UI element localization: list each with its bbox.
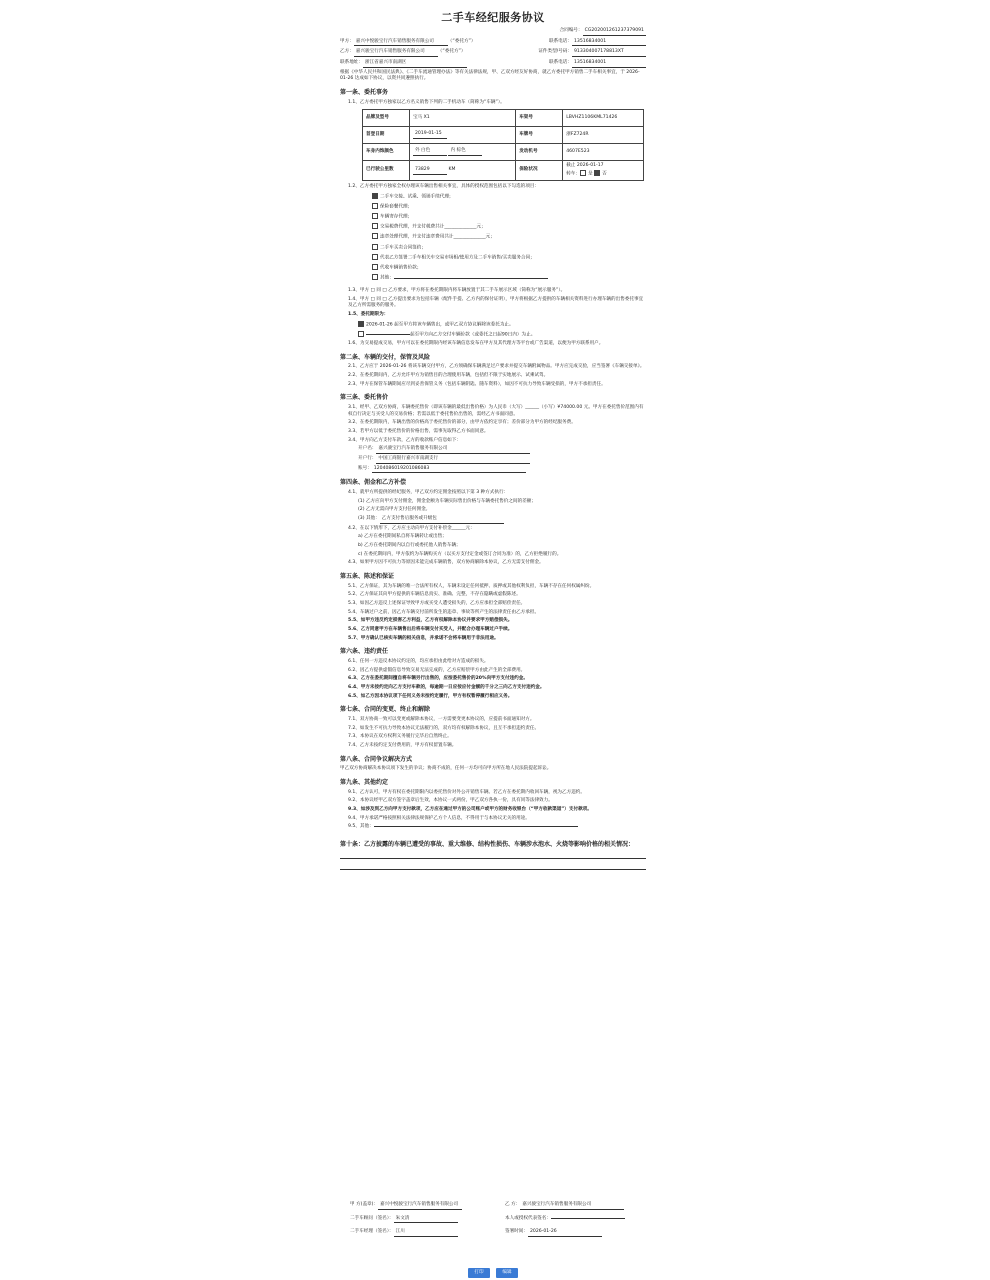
section-5-title: 第五条、陈述和保证: [340, 572, 395, 580]
term-option-checkbox[interactable]: [358, 331, 364, 337]
vehicle-vin: LBVHZ1106KML71426: [563, 110, 644, 127]
edit-button[interactable]: 编辑: [496, 1268, 518, 1278]
option-checkbox[interactable]: [372, 193, 378, 199]
section-1-title: 第一条、委托事务: [340, 88, 389, 96]
party-b-id: 913304007178813XT: [572, 49, 646, 57]
document-title: 二手车经纪服务协议: [441, 11, 545, 24]
vehicle-table: 品牌及型号 宝马 X1 车架号 LBVHZ1106KML71426 首登日期 2019-01-15 车牌号 浙FZ724R 车身内饰颜色 外 白色 内 棕色 发动机号 4607E523 已行驶公里数 73829 KM 保险状况 截止 2026-01-17 转车： 是 否: [362, 109, 644, 181]
option-item: 保险套餐代理；: [340, 203, 646, 211]
option-item: 二手车交接、试乘、领销手续代理；: [340, 193, 646, 201]
section-9-title: 第九条、其他约定: [340, 778, 389, 786]
insurance-yes-checkbox[interactable]: [580, 170, 586, 176]
option-item: 其他：: [340, 274, 646, 282]
agreement-document: 二手车经纪服务协议 合同编号： CG202001261237379091 甲方： 嘉兴中悦骏宝行汽车销售服务有限公司 （“委托方”） 联系电话： 13516834001 乙方： 嘉兴骏宝行汽车销售服务有限公司 （“委托方”） 证件类型/号码： 913304007178813XT 联系地址： 浙江省嘉兴市南湖区 联系电话： 13516834001 根据《中华人民共和国民法典》、《二手车流通管理办法》等有关法律法规，甲、乙双方经友好协商，就乙方委托甲方销售二手车相关事宜，于 2026-01-26 达成如下协议，以资共同遵照执行。 第一条、委托事务 1.1、乙方委托甲方独家以乙方名义销售下列的二手机动车（简称为“车辆”）。 品牌及型号 宝马 X1 车架号 LBVHZ1106KML71426 首登日期 2019-01-15 车牌号 浙FZ724R 车身内饰颜色 外 白色 内 棕色 发动机号 4607E523 已行驶公里数 73829 KM 保险状况 截止 2026-01-17 转车： 是 否 1.2、乙方委托甲方独家全权办理该车辆出售相关事宜，具体的授权范围包括以下勾选的项目： 二手车交接、试乘、领销手续代理； 保险套餐代理； 车辆寄存代理； 交易税费代理，并支付税费共计______________元； 违章处理代理，并支付违章费用共计______________元； 二手车买卖合同签约； 代表乙方签署二手车相关车交易市场相/使用方及二手车销售/买卖服务合同； 代收车辆销售价款； 其他： 1.3、甲方 □ 同 □ 乙方要求，甲方将在委托期限内将车辆放置于其二手车展示区域（简称为“展示服务”）。 1.4、甲方 □ 同 □ 乙方提出要求为包括车辆（配件手提、乙方内的保付证明），甲方将根据乙方提供的车辆相关资料进行办理车辆的出售委托事宜及乙方所需服务的服务。 1.5、委托期限为： 2026-01-26 起至甲方将该车辆售出，或甲乙双方协议解除该委托为止。 起至甲方向乙方交付车辆价款（或委托之日起90日内）为止。 1.6、为交易提成交易，甲方可以在委托期限内经该车辆信息发布在甲方及其代理方等平台或广告渠道，以便为甲方联系用户。 第二条、车辆的交付，保管及风险 2.1、乙方应于 2026-01-26 将该车辆交付甲方，乙方须确保车辆满足过户要求并提交车辆附属物品。甲方应完成交验，应当签署《车辆交接单》。 2.2、在委托期间内，乙方允许甲方为销售目的合理使用车辆，包括但不限于实地展示、试乘试驾。 2.3、甲方在保管车辆期间应尽到妥善保管义务（包括车辆钥匙、随车资料），如因不可抗力导致车辆受损的，甲方不承担责任。 第三条、委托售价 3.1、经甲、乙双方协商，车辆委托售价（即该车辆的最低出售价格）为人民币（大写）______（小写）¥74000.00 元。甲方在委托售价范围内有权自行决定与买受人的交易价格；若需以低于委托售价出售的，需经乙方书面同意。 3.2、在委托期限内，车辆出售的价格高于委托售价的部分，由甲方依约定享有；差价部分为甲方的经纪服务费。 3.3、若甲方以低于委托售价的价格出售，需事先取得乙方书面同意。 3.4、甲方向乙方支付车款，乙方的收款账户信息如下： 开户名： 嘉兴骏宝行汽车销售服务有限公司 开户行： 中国工商银行嘉兴市南湖支行 账号： 1204086019201086083 第四条、佣金和乙方补偿 4.1、就甲方所提供的经纪服务，甲乙双方约定佣金按照以下第 3 种方式执行： (1) 乙方应向甲方支付佣金，佣金金额为车辆实际售出价格与车辆委托售价之间的差额； (2) 乙方无需向甲方支付任何佣金。 (3) 其他： 乙方支付售后服务或升级包 4.2、在以下情形下，乙方应主动向甲方支付补偿金______元： a) 乙方在委托期间私自将车辆转让或出售； b) 乙方在委托期间内以自行或委托他人销售车辆； c) 在委托期间内，甲方依约为车辆购买方（以买方支付定金或签订合同为准）的，乙方拒绝履行的。 4.3、如果甲方因不可抗力等原因未能完成车辆销售，双方协商解除本协议，乙方无需支付佣金。 第五条、陈述和保证 5.1、乙方保证，其为车辆的唯一合法所有权人，车辆未设定任何抵押、质押或其他权利负担，车辆不存在任何权属纠纷。 5.2、乙方保证其向甲方提供的车辆信息真实、准确、完整，不存在隐瞒或虚假陈述。 5.3、如因乙方违反上述保证导致甲方或买受人遭受损失的，乙方应承担全部赔偿责任。 5.4、车辆过户之前，因乙方车辆交付前所发生的违章、事故等所产生的法律责任由乙方承担。 5.5、如甲方违反约定损害乙方利益，乙方有权解除本协议并要求甲方赔偿损失。 5.6、乙方同意甲方在车辆售出后将车辆交付买受人，并配合办理车辆过户手续。 5.7、甲方确认已核实车辆的相关信息，并承诺不会将车辆用于非法用途。 第六条、违约责任 6.1、任何一方违反本协议约定的，均应承担由此给对方造成的损失。 6.2、因乙方提供虚假信息导致交易无法完成的，乙方应赔偿甲方由此产生的全部费用。 6.3、乙方在委托期间擅自将车辆另行出售的，应按委托售价的20%向甲方支付违约金。 6.4、甲方未按约定向乙方支付车款的，每逾期一日应按应付金额的千分之三向乙方支付违约金。 6.5、如乙方因本协议项下任何义务未按约定履行，甲方有权暂停履行相应义务。 第七条、合同的变更、终止和解除 7.1、双方协商一致可以变更或解除本协议，一方需要变更本协议的，应提前书面通知对方。 7.2、如发生不可抗力导致本协议无法履行的，双方均有权解除本协议，且互不承担违约责任。 7.3、本协议在双方权利义务履行完毕后自然终止。 7.4、乙方未按约定支付费用的，甲方有权留置车辆。 第八条、合同争议解决方式 甲乙双方协商解决本协议项下发生的争议；协商不成的，任何一方均可向甲方所在地人民法院提起诉讼。 第九条、其他约定 9.1、乙方认可，甲方有权在委托期限内以委托售价对外公开销售车辆。若乙方在委托期内收回车辆，视为乙方违约。 9.2、本协议经甲乙双方签字盖章后生效，本协议一式两份，甲乙双方各执一份，具有同等法律效力。 9.3、如涉及到乙方向甲方支付款项，乙方应在通过甲方的公司账户或甲方的财务收银台（“甲方收款渠道”）支付款项。 9.4、甲方承诺严格按照相关法律法规保护乙方个人信息，不得用于与本协议无关的用途。 9.5、其他： 第十条：乙方披露的车辆已遭受的事故、重大维修、结构性损伤、车辆涉水泡水、火烧等影响价格的相关情况：: [340, 8, 646, 874]
party-b-row: 乙方： 嘉兴骏宝行汽车销售服务有限公司 （“委托方”） 证件类型/号码： 913304007178813XT: [340, 49, 646, 57]
option-checkbox[interactable]: [372, 203, 378, 209]
sign-party-a: 嘉兴中悦骏宝行汽车销售服务有限公司: [378, 1202, 462, 1210]
account-name: 嘉兴骏宝行汽车销售服务有限公司: [376, 446, 530, 454]
vehicle-brand: 宝马 X1: [410, 110, 516, 127]
sign-advisor: 朱文清: [394, 1216, 458, 1224]
section-7-title: 第七条、合同的变更、终止和解除: [340, 706, 431, 714]
sign-party-b: 嘉兴骏宝行汽车销售服务有限公司: [520, 1202, 624, 1210]
sign-date: 2026-01-26: [528, 1229, 602, 1237]
section-8-title: 第八条、合同争议解决方式: [340, 755, 413, 763]
option-checkbox[interactable]: [372, 233, 378, 239]
option-item: 车辆寄存代理；: [340, 213, 646, 221]
party-a-phone: 13516834001: [572, 39, 646, 47]
vehicle-km: 73829: [413, 167, 447, 175]
option-item: 二手车买卖合同签约；: [340, 244, 646, 252]
party-a-row: 甲方： 嘉兴中悦骏宝行汽车销售服务有限公司 （“委托方”） 联系电话： 13516834001: [340, 39, 646, 47]
vehicle-reg-date: 2019-01-15: [413, 131, 447, 139]
account-bank: 中国工商银行嘉兴市南湖支行: [376, 456, 530, 464]
action-buttons: [468, 1268, 518, 1278]
section-4-title: 第四条、佣金和乙方补偿: [340, 479, 407, 487]
option-checkbox[interactable]: [372, 254, 378, 260]
option-item: 交易税费代理，并支付税费共计______________元；: [340, 223, 646, 231]
address-row: 联系地址： 浙江省嘉兴市南湖区 联系电话： 13516834001: [340, 60, 646, 68]
contract-number: 合同编号： CG202001261237379091: [340, 28, 646, 36]
option-item: 违章处理代理，并支付违章费用共计______________元；: [340, 233, 646, 241]
option-checkbox[interactable]: [372, 213, 378, 219]
signature-block: 甲 方(盖章)： 嘉兴中悦骏宝行汽车销售服务有限公司 乙 方： 嘉兴骏宝行汽车销售服务有限公司 二手车顾问（签名）： 朱文清 本人或授权代表签名： 二手车经理（签名）： 江川 签署时间： 2026-01-26: [350, 1202, 650, 1243]
option-checkbox[interactable]: [372, 274, 378, 280]
option-checkbox[interactable]: [372, 223, 378, 229]
insurance-no-checkbox[interactable]: [594, 170, 600, 176]
party-b-name: 嘉兴骏宝行汽车销售服务有限公司: [354, 49, 438, 57]
term-option-checkbox[interactable]: [358, 321, 364, 327]
option-checkbox[interactable]: [372, 244, 378, 250]
address: 浙江省嘉兴市南湖区: [363, 60, 467, 68]
print-button[interactable]: 打印: [468, 1268, 490, 1278]
option-checkbox[interactable]: [372, 264, 378, 270]
section-10-title: 第十条：乙方披露的车辆已遭受的事故、重大维修、结构性损伤、车辆涉水泡水、火烧等影响价格的相关情况：: [340, 840, 635, 848]
section-3-title: 第三条、委托售价: [340, 394, 389, 402]
intro-paragraph: 根据《中华人民共和国民法典》、《二手车流通管理办法》等有关法律法规，甲、乙双方经友好协商，就乙方委托甲方销售二手车相关事宜，于 2026-01-26 达成如下协议，以资共同遵照执行。: [340, 69, 640, 82]
option-item: 代表乙方签署二手车相关车交易市场相/使用方及二手车销售/买卖服务合同；: [340, 254, 646, 262]
option-item: 代收车辆销售价款；: [340, 264, 646, 272]
vehicle-engine: 4607E523: [563, 144, 644, 161]
section-2-title: 第二条、车辆的交付，保管及风险: [340, 353, 431, 361]
party-a-name: 嘉兴中悦骏宝行汽车销售服务有限公司: [354, 39, 448, 47]
section-6-title: 第六条、违约责任: [340, 648, 389, 656]
account-number: 1204086019201086083: [372, 466, 526, 474]
vehicle-plate: 浙FZ724R: [563, 127, 644, 144]
sign-manager: 江川: [394, 1229, 458, 1237]
